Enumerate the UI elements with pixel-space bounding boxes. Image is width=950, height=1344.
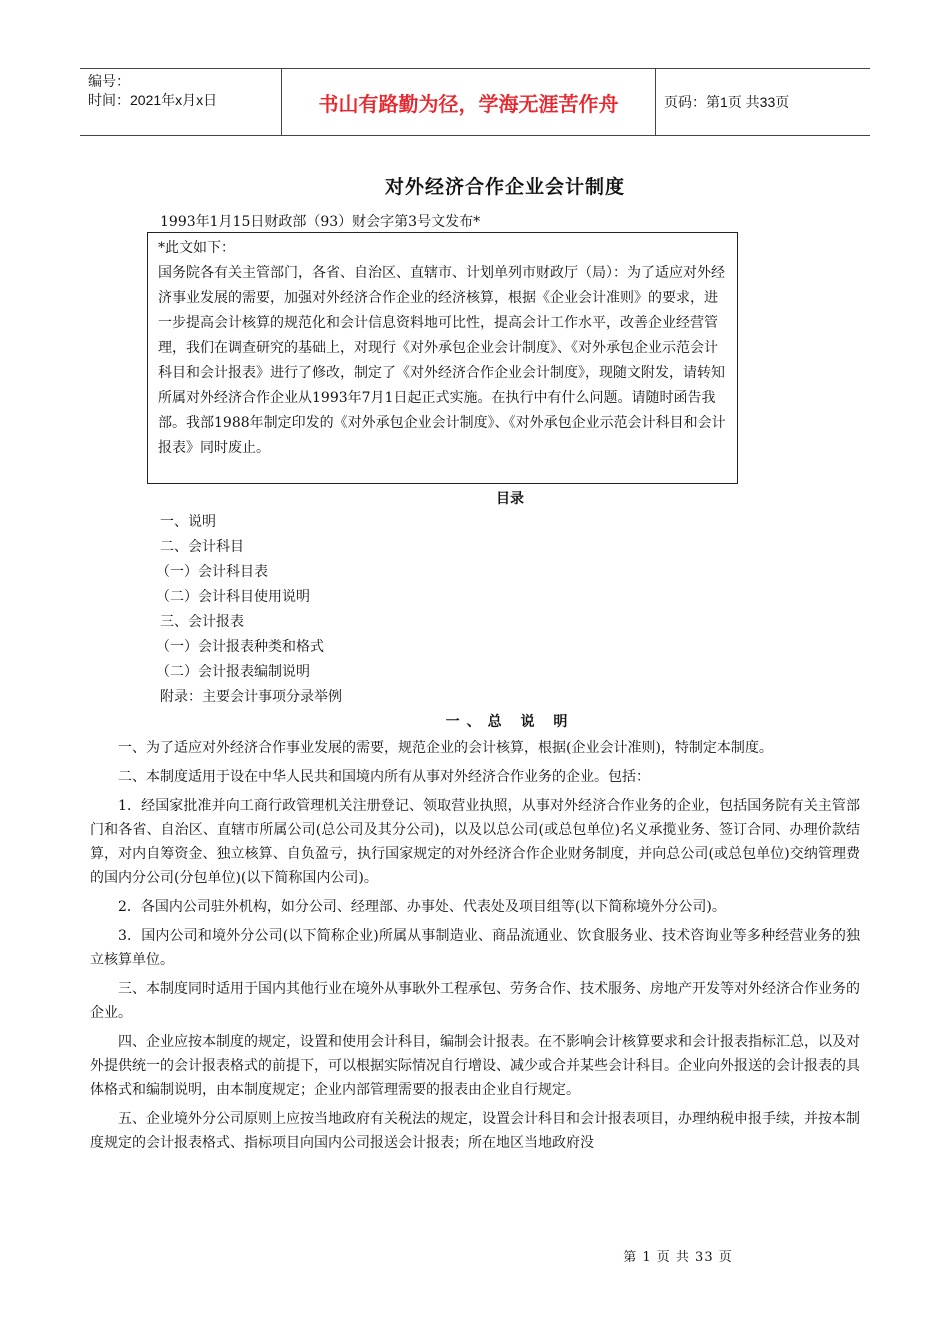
header-meta bbox=[80, 69, 282, 135]
toc-item[interactable]: 二、会计科目 bbox=[160, 539, 244, 555]
notice-box bbox=[147, 232, 738, 484]
document-number-label: 编号： bbox=[88, 73, 130, 89]
toc-item[interactable]: 三、会计报表 bbox=[160, 614, 244, 630]
body-paragraph: 四、企业应按本制度的规定，设置和使用会计科目，编制会计报表。在不影响会计核算要求和会计报表指标汇总，以及对外提供统一的会计报表格式的前提下，可以根据实际情况自行增设、减少或合并某些会计科目。企业向外报送的会计报表的具体格式和编制说明，由本制度规定；企业内部管理需要的报表由企业自行规定。 bbox=[90, 1034, 860, 1098]
body-paragraph: 五、企业境外分公司原则上应按当地政府有关税法的规定，设置会计科目和会计报表项目，办理纳税申报手续，并按本制度规定的会计报表格式、指标项目向国内公司报送会计报表；所在地区当地政府没 bbox=[90, 1111, 860, 1151]
document-date: 时间：2021年x月x日 bbox=[88, 92, 218, 108]
toc-item[interactable]: （一）会计报表种类和格式 bbox=[156, 639, 324, 655]
section-title: 一、总 说 明 bbox=[445, 714, 575, 730]
toc-item[interactable]: 一、说明 bbox=[160, 514, 216, 530]
body-paragraph: 二、本制度适用于设在中华人民共和国境内所有从事对外经济合作业务的企业。包括： bbox=[118, 769, 650, 785]
body-paragraph: 1．经国家批准并向工商行政管理机关注册登记、领取营业执照，从事对外经济合作业务的企业，包括国务院有关主管部门和各省、自治区、直辖市所属公司(总公司及其分公司)，以及以总公司(或总包单位)名义承揽业务、签订合同、办理价款结算，对内自筹资金、独立核算、自负盈亏，执行国家规定的对外经济合作企业财务制度，并向总公司(或总包单位)交纳管理费的国内分公司(分包单位)(以下简称国内公司)。 bbox=[90, 798, 860, 886]
toc-item[interactable]: （二）会计报表编制说明 bbox=[156, 664, 310, 680]
body-paragraph: 一、为了适应对外经济合作事业发展的需要，规范企业的会计核算，根据(企业会计准则)，特制定本制度。 bbox=[118, 740, 773, 756]
toc-item[interactable]: 附录：主要会计事项分录举例 bbox=[160, 689, 342, 705]
page-footer: 第 1 页 共 33 页 bbox=[623, 1250, 733, 1265]
body-paragraph: 三、本制度同时适用于国内其他行业在境外从事耿外工程承包、劳务合作、技术服务、房地产开发等对外经济合作业务的企业。 bbox=[90, 981, 860, 1021]
document-title: 对外经济合作企业会计制度 bbox=[384, 176, 625, 198]
header-motto: 书山有路勤为径，学海无涯苦作舟 bbox=[282, 69, 656, 135]
section-body bbox=[90, 736, 860, 1160]
table-of-contents bbox=[156, 510, 342, 710]
publish-line: 1993年1月15日财政部（93）财会字第3号文发布* bbox=[160, 214, 481, 230]
notice-lead: *此文如下： bbox=[158, 240, 235, 256]
toc-item[interactable]: （二）会计科目使用说明 bbox=[156, 589, 310, 605]
body-paragraph: 3．国内公司和境外分公司(以下简称企业)所属从事制造业、商品流通业、饮食服务业、技术咨询业等多种经营业务的独立核算单位。 bbox=[90, 928, 860, 968]
page-header bbox=[80, 68, 870, 136]
header-page-info: 页码：第1页 共33页 bbox=[664, 94, 790, 110]
toc-item[interactable]: （一）会计科目表 bbox=[156, 564, 268, 580]
notice-body: 国务院各有关主管部门，各省、自治区、直辖市、计划单列市财政厅（局）：为了适应对外经济事业发展的需要，加强对外经济合作企业的经济核算，根据《企业会计准则》的要求，进一步提高会计核算的规范化和会计信息资料地可比性，提高会计工作水平，改善企业经营管理，我们在调查研究的基础上，对现行《对外承包企业会计制度》、《对外承包企业示范会计科目和会计报表》进行了修改，制定了《对外经济合作企业会计制度》，现随文附发，请转知所属对外经济合作企业从1993年7月1日起正式实施。在执行中有什么问题。请随时函告我部。我部1988年制定印发的《对外承包企业会计制度》、《对外承包企业示范会计科目和会计报表》同时废止。 bbox=[158, 265, 726, 456]
toc-title: 目录 bbox=[496, 491, 524, 507]
body-paragraph: 2．各国内公司驻外机构，如分公司、经理部、办事处、代表处及项目组等(以下简称境外分公司)。 bbox=[118, 899, 726, 915]
